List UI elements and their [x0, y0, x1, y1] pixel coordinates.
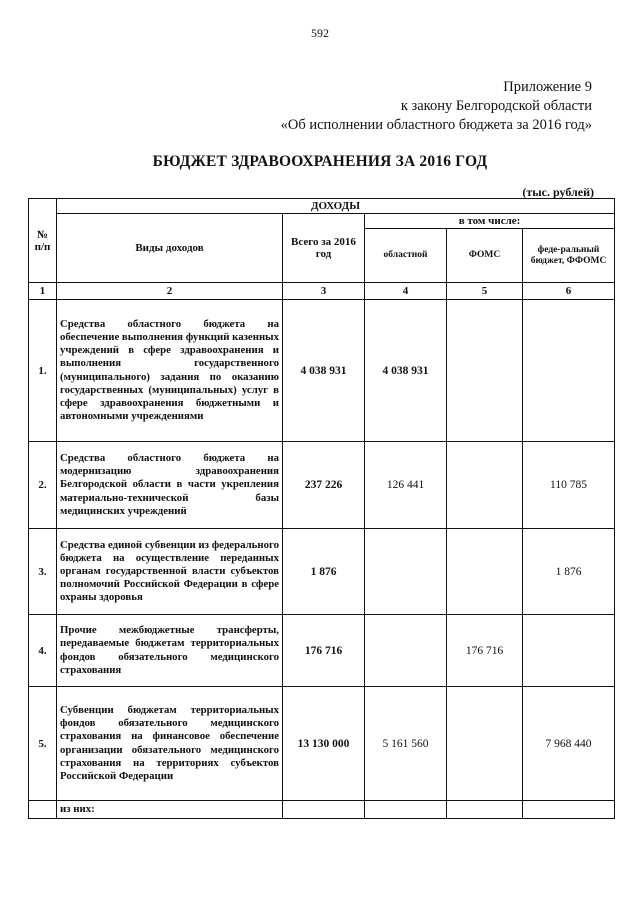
annex-heading — [281, 78, 592, 135]
row-description: Субвенции бюджетам территориальных фондов обязательного медицинского страхования на финансовое обеспечение организации обязательного медицинского страхования на территориях субъектов Российской Федерации — [57, 687, 283, 801]
row-federal: 1 876 — [523, 529, 615, 615]
page-number: 592 — [311, 26, 329, 40]
row-federal — [523, 615, 615, 687]
table-row — [29, 442, 615, 529]
table-row — [29, 615, 615, 687]
row-regional — [365, 529, 447, 615]
row-total: 176 716 — [283, 615, 365, 687]
row-foms — [447, 300, 523, 442]
row-number: 1. — [29, 300, 57, 442]
row-description: Средства областного бюджета на обеспечение выполнения функций казенных учреждений в сфере здравоохранения и выполнения государственного (муниципального) задания по оказанию государственных (муниципальных) услуг в сфере здравоохранения бюджетными и автономными учреждениями — [57, 300, 283, 442]
budget-table — [28, 198, 615, 819]
header-income-kind: Виды доходов — [57, 214, 283, 283]
row-description: Средства единой субвенции из федерального бюджета на осуществление переданных органам государственной власти субъектов полномочий Российской Федерации в сфере охраны здоровья — [57, 529, 283, 615]
row-foms — [447, 801, 523, 819]
column-number: 5 — [447, 283, 523, 300]
header-including: в том числе: — [365, 214, 615, 229]
row-regional — [365, 615, 447, 687]
row-number: 3. — [29, 529, 57, 615]
row-total — [283, 801, 365, 819]
header-number: № п/п — [29, 199, 57, 283]
column-number: 4 — [365, 283, 447, 300]
row-total: 1 876 — [283, 529, 365, 615]
column-number: 3 — [283, 283, 365, 300]
row-number: 2. — [29, 442, 57, 529]
row-description: Прочие межбюджетные трансферты, передаваемые бюджетам территориальных фондов обязательного медицинского страхования — [57, 615, 283, 687]
row-regional: 5 161 560 — [365, 687, 447, 801]
column-number: 2 — [57, 283, 283, 300]
row-total: 237 226 — [283, 442, 365, 529]
row-description: Средства областного бюджета на модернизацию здравоохранения Белгородской области в части укрепления материально-технической базы медицинских учреждений — [57, 442, 283, 529]
row-number: 4. — [29, 615, 57, 687]
column-number: 1 — [29, 283, 57, 300]
table-row — [29, 529, 615, 615]
row-total: 13 130 000 — [283, 687, 365, 801]
row-total: 4 038 931 — [283, 300, 365, 442]
row-number: 5. — [29, 687, 57, 801]
row-description: из них: — [57, 801, 283, 819]
annex-line-1: Приложение 9 — [503, 79, 592, 95]
row-foms — [447, 442, 523, 529]
document-title: БЮДЖЕТ ЗДРАВООХРАНЕНИЯ ЗА 2016 ГОД — [152, 153, 488, 170]
row-foms — [447, 529, 523, 615]
table-row — [29, 300, 615, 442]
column-number: 6 — [523, 283, 615, 300]
header-federal: феде-ральный бюджет, ФФОМС — [523, 229, 615, 283]
row-federal: 7 968 440 — [523, 687, 615, 801]
header-regional: областной — [365, 229, 447, 283]
annex-line-3: «Об исполнении областного бюджета за 2016 год» — [280, 117, 592, 133]
header-total: Всего за 2016 год — [283, 214, 365, 283]
row-number — [29, 801, 57, 819]
row-regional — [365, 801, 447, 819]
annex-line-2: к закону Белгородской области — [400, 98, 592, 114]
row-regional: 4 038 931 — [365, 300, 447, 442]
row-federal — [523, 801, 615, 819]
row-federal — [523, 300, 615, 442]
table-row — [29, 687, 615, 801]
row-foms — [447, 687, 523, 801]
row-foms: 176 716 — [447, 615, 523, 687]
units-note: (тыс. рублей) — [522, 185, 594, 199]
row-regional: 126 441 — [365, 442, 447, 529]
header-foms: ФОМС — [447, 229, 523, 283]
header-income-group: ДОХОДЫ — [57, 199, 615, 214]
table-row-subheading — [29, 801, 615, 819]
row-federal: 110 785 — [523, 442, 615, 529]
column-number-row — [29, 283, 615, 300]
